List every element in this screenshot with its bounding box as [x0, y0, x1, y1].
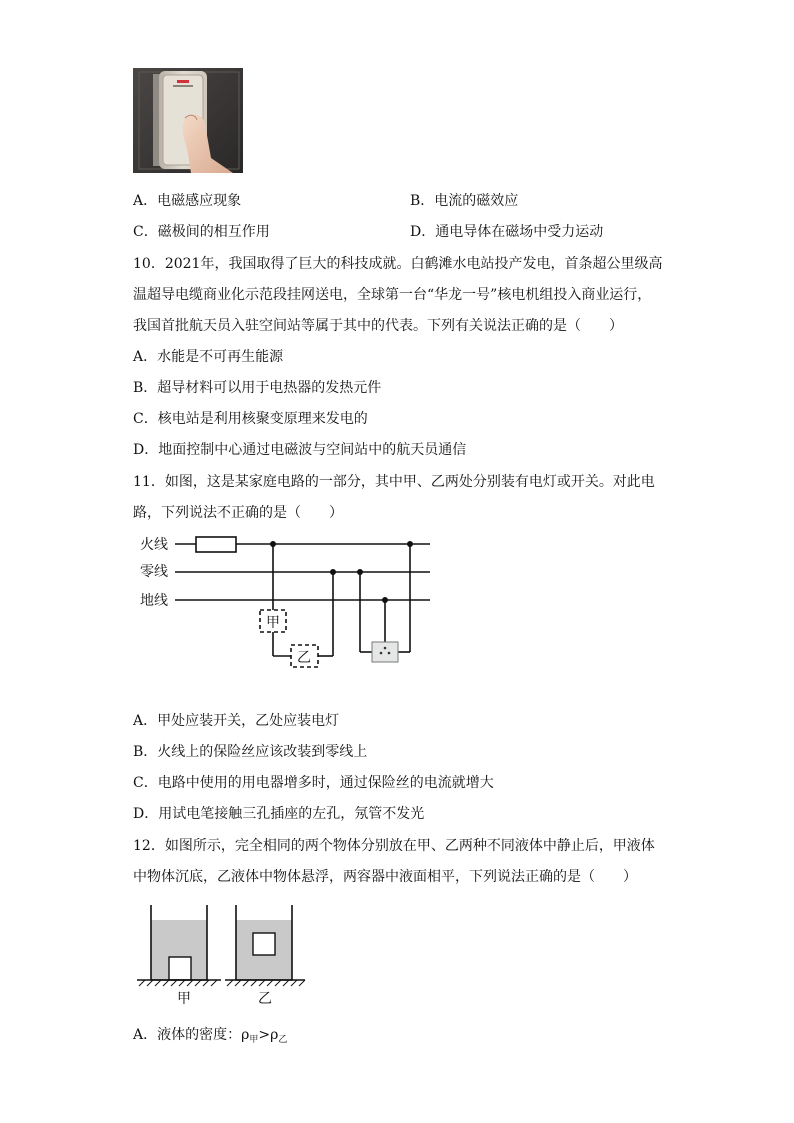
fuse: [196, 537, 236, 552]
q10-option-b[interactable]: B．超导材料可以用于电热器的发热元件: [133, 380, 382, 396]
switch-photo: [133, 68, 243, 173]
q9-option-d[interactable]: D．通电导体在磁场中受力运动: [410, 224, 604, 240]
q12-option-a-prefix: A．液体的密度：ρ: [133, 1027, 250, 1043]
q9-option-a[interactable]: A．电磁感应现象: [133, 193, 242, 209]
density-subscript-yi: 乙: [278, 1035, 288, 1045]
q12-option-a[interactable]: [133, 1025, 287, 1050]
q11-option-c[interactable]: C．电路中使用的用电器增多时，通过保险丝的电流就增大: [133, 775, 494, 791]
q12-stem-line: 中物体沉底，乙液体中物体悬浮，两容器中液面相平，下列说法正确的是（ ）: [133, 869, 637, 885]
q10-stem-line: 温超导电缆商业化示范段挂网送电，全球第一台“华龙一号”核电机组投入商业运行，: [133, 287, 652, 303]
q11-option-b[interactable]: B．火线上的保险丝应该改装到零线上: [133, 744, 368, 760]
q10-option-d[interactable]: D．地面控制中心通过电磁波与空间站中的航天员通信: [133, 442, 467, 458]
yi-label: 乙: [297, 650, 311, 666]
density-subscript-jia: 甲: [249, 1035, 259, 1045]
q9-option-c[interactable]: C．磁极间的相互作用: [133, 224, 270, 240]
q12-option-a-mid: >ρ: [258, 1027, 279, 1043]
q10-option-c[interactable]: C．核电站是利用核聚变原理来发电的: [133, 411, 368, 427]
three-hole-socket: [372, 642, 398, 662]
q10-stem-line: 10．2021年，我国取得了巨大的科技成就。白鹤滩水电站投产发电，首条超公里级高: [133, 256, 663, 272]
q12-stem-line: 12．如图所示，完全相同的两个物体分别放在甲、乙两种不同液体中静止后，甲液体: [133, 838, 655, 854]
q11-option-a[interactable]: A．甲处应装开关，乙处应装电灯: [133, 713, 340, 729]
q10-option-a[interactable]: A．水能是不可再生能源: [133, 349, 284, 365]
q11-stem-line: 11．如图，这是某家庭电路的一部分，其中甲、乙两处分别装有电灯或开关。对此电: [133, 474, 655, 490]
container-yi-label: 乙: [258, 991, 272, 1007]
household-circuit-diagram: [130, 530, 440, 680]
jia-label: 甲: [266, 615, 280, 631]
container-jia-label: 甲: [177, 991, 191, 1007]
q9-option-b[interactable]: B．电流的磁效应: [410, 193, 519, 209]
live-wire-label: 火线: [140, 537, 168, 553]
neutral-wire-label: 零线: [140, 564, 168, 580]
q10-stem-line: 我国首批航天员入驻空间站等属于其中的代表。下列有关说法正确的是（ ）: [133, 318, 623, 334]
q11-option-d[interactable]: D．用试电笔接触三孔插座的左孔，氖管不发光: [133, 806, 425, 822]
buoyancy-containers-diagram: [135, 900, 315, 1010]
ground-wire-label: 地线: [140, 593, 168, 609]
q11-stem-line: 路，下列说法不正确的是（ ）: [133, 505, 343, 521]
